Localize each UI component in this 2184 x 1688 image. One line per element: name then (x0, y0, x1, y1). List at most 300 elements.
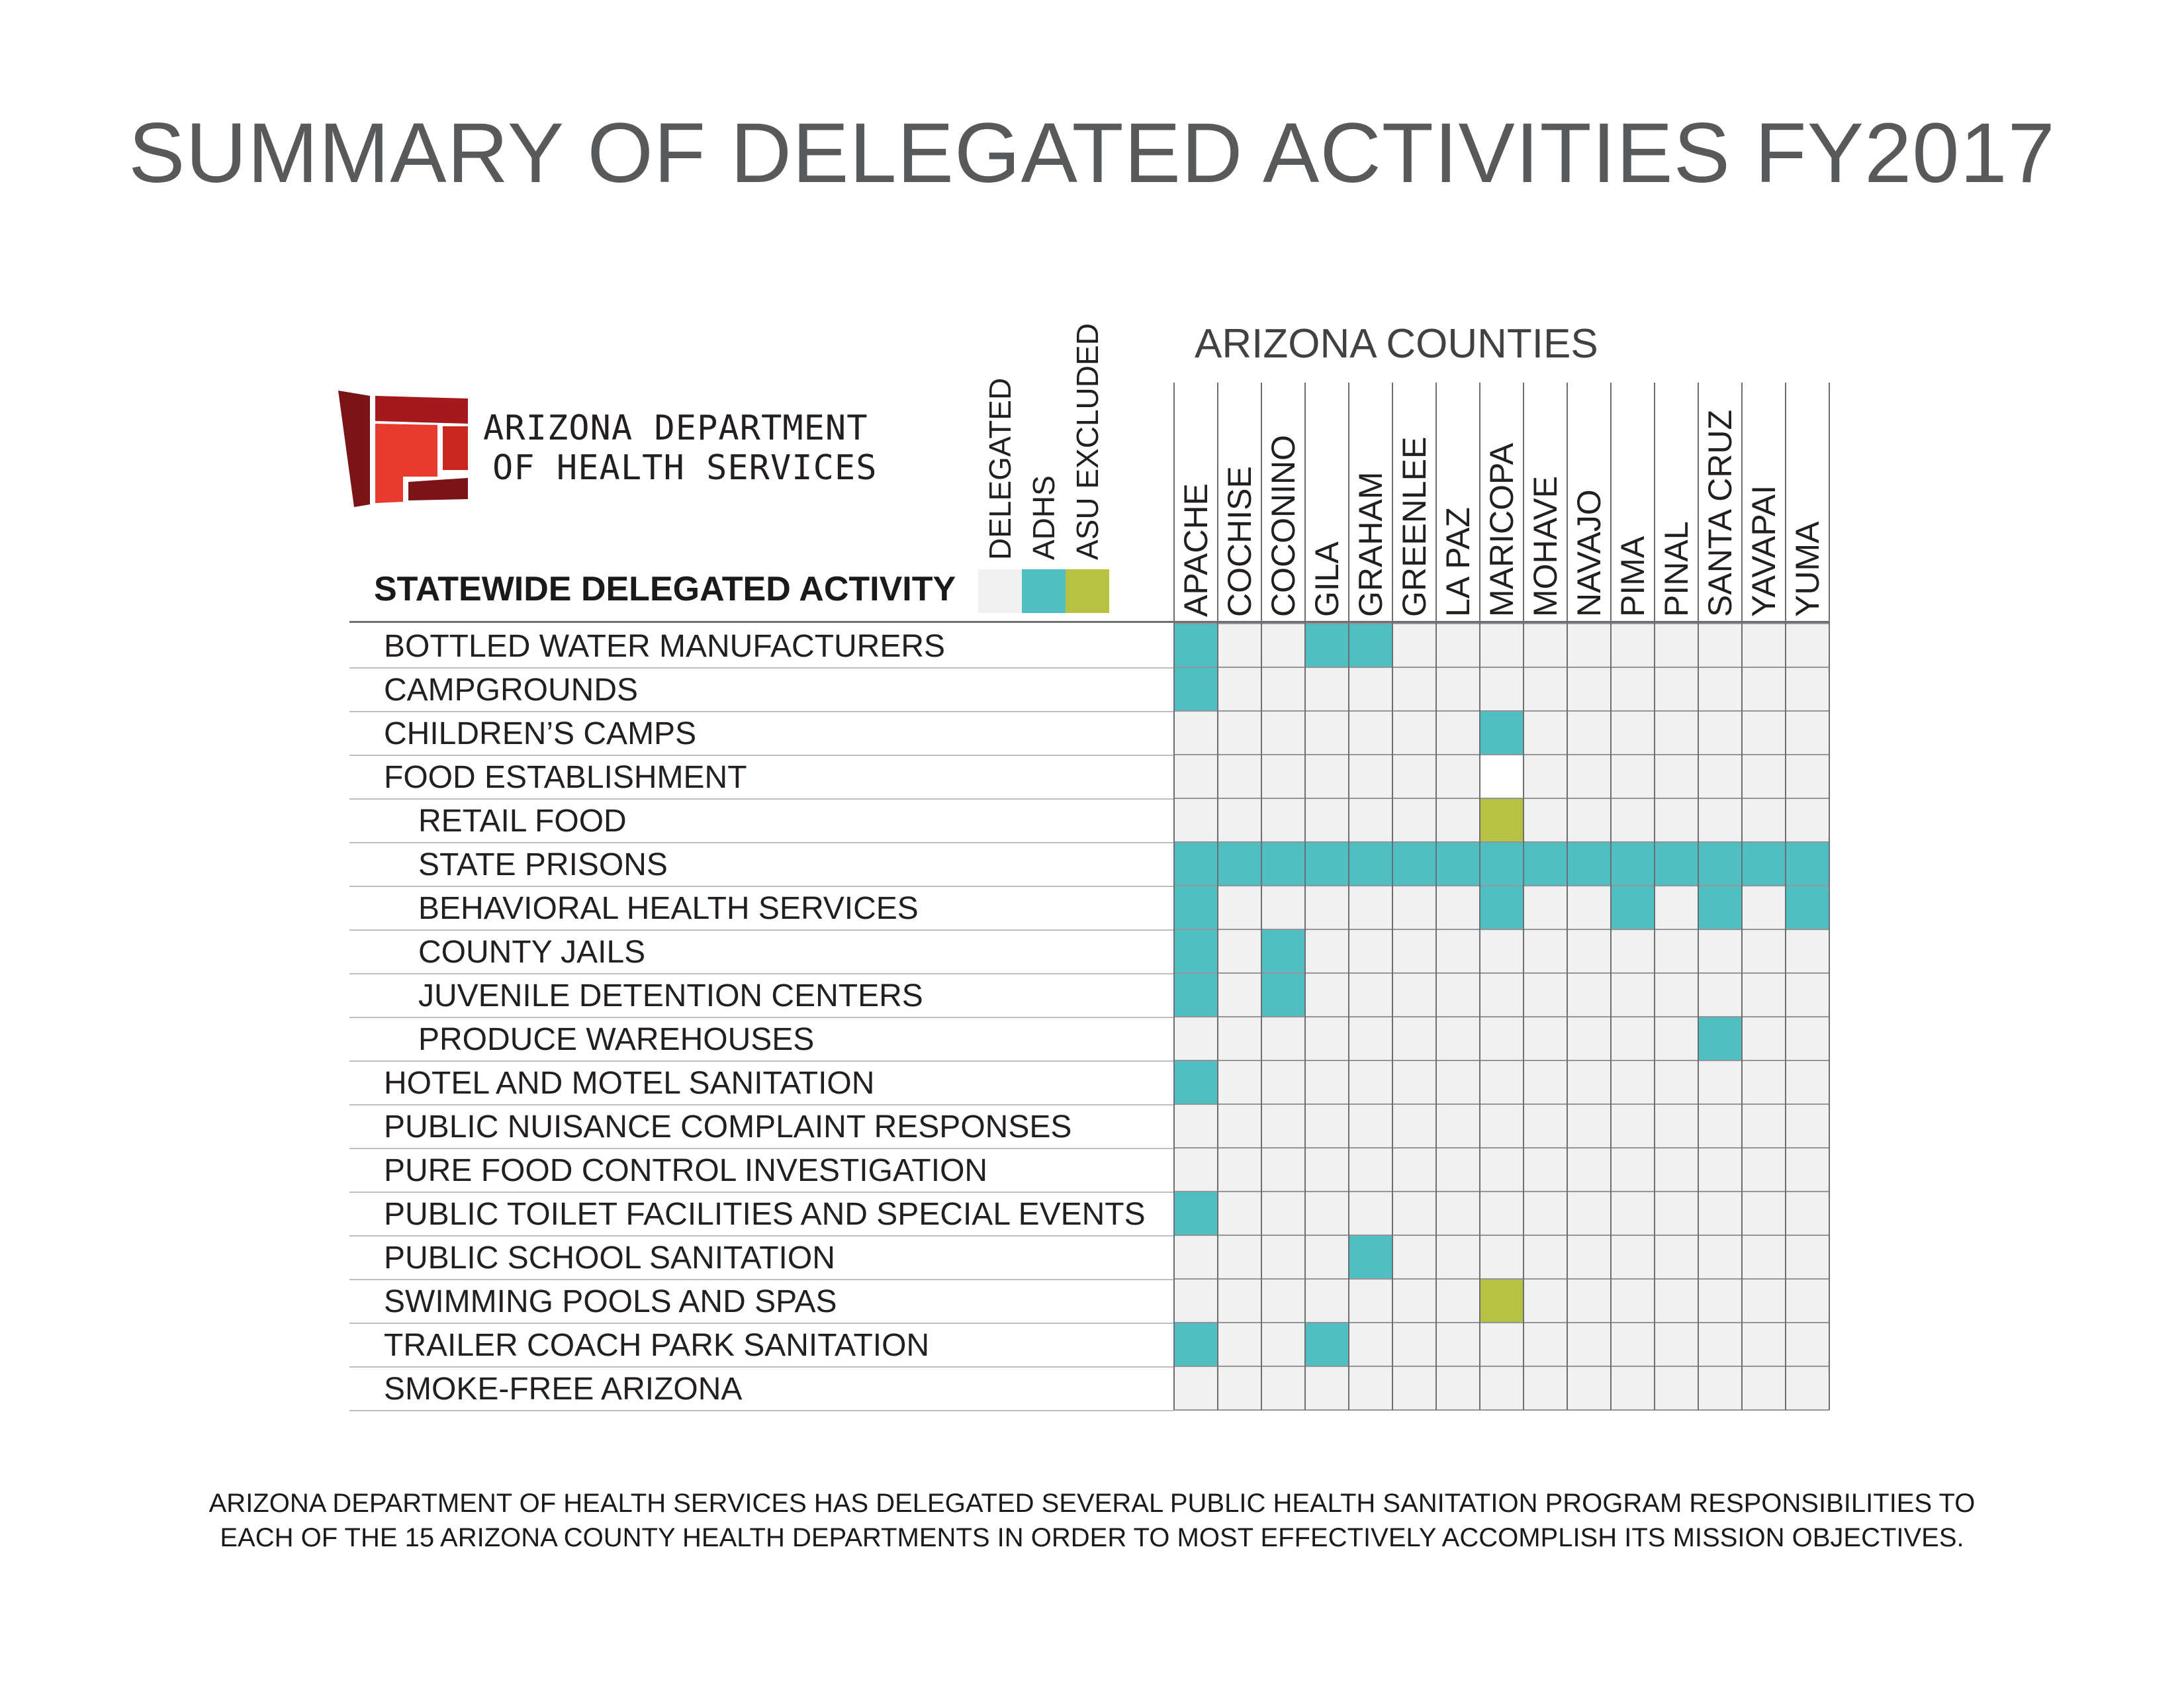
heatmap-cell (1349, 1279, 1392, 1323)
heatmap-cell (1218, 1017, 1261, 1060)
heatmap-cell (1655, 1060, 1698, 1104)
heatmap-cell (1611, 667, 1655, 711)
grid-hline (1174, 1147, 1829, 1149)
heatmap-cell (1349, 755, 1392, 798)
heatmap-cell (1611, 1279, 1655, 1323)
heatmap-cell (1218, 1323, 1261, 1366)
heatmap-cell (1436, 624, 1480, 667)
grid-vline (1261, 383, 1262, 1410)
heatmap-cell (1305, 886, 1349, 929)
heatmap-cell (1349, 1366, 1392, 1410)
grid-vline (1654, 383, 1655, 1410)
heatmap-cell (1567, 1192, 1611, 1235)
heatmap-cell (1655, 886, 1698, 929)
heatmap-cell (1218, 1366, 1261, 1410)
heatmap-cell (1392, 929, 1436, 973)
heatmap-cell (1655, 929, 1698, 973)
grid-hline (1174, 798, 1829, 799)
heatmap-cell (1261, 1060, 1305, 1104)
heatmap-cell (1261, 1366, 1305, 1410)
row-label: CHILDREN’S CAMPS (384, 716, 697, 751)
heatmap-cell (1305, 842, 1349, 886)
heatmap-cell (1218, 929, 1261, 973)
heatmap-cell (1786, 1148, 1829, 1192)
heatmap-cell (1349, 1192, 1392, 1235)
heatmap-cell (1436, 755, 1480, 798)
heatmap-cell (1524, 755, 1567, 798)
grid-vline (1479, 383, 1480, 1410)
heatmap-cell (1174, 1104, 1218, 1148)
heatmap-cell (1480, 1323, 1524, 1366)
grid-vline (1610, 383, 1612, 1410)
row-label: RETAIL FOOD (418, 804, 627, 839)
heatmap-cell (1698, 1017, 1742, 1060)
heatmap-cell (1567, 1279, 1611, 1323)
heatmap-cell (1218, 1060, 1261, 1104)
grid-vline (1392, 383, 1393, 1410)
heatmap-cell (1261, 624, 1305, 667)
heatmap-cell (1611, 886, 1655, 929)
heatmap-cell (1261, 842, 1305, 886)
grid-vline (1435, 383, 1437, 1410)
legend-swatch-asu-excluded (1066, 569, 1109, 613)
heatmap-cell (1305, 1235, 1349, 1279)
heatmap-cell (1392, 886, 1436, 929)
heatmap-cell (1218, 711, 1261, 755)
heatmap-cell (1786, 755, 1829, 798)
heatmap-cell (1655, 1235, 1698, 1279)
row-label: BEHAVIORAL HEALTH SERVICES (418, 891, 919, 926)
heatmap-cell (1174, 667, 1218, 711)
heatmap-cell (1218, 1235, 1261, 1279)
heatmap-cell (1392, 667, 1436, 711)
heatmap-cell (1742, 1148, 1786, 1192)
heatmap-cell (1786, 973, 1829, 1017)
heatmap-cell (1742, 842, 1786, 886)
heatmap-cell (1524, 1366, 1567, 1410)
heatmap-cell (1567, 1323, 1611, 1366)
heatmap-cell (1611, 973, 1655, 1017)
county-label-yuma: YUMA (1789, 521, 1826, 617)
row-label: SMOKE-FREE ARIZONA (384, 1372, 743, 1407)
heatmap-cell (1349, 711, 1392, 755)
heatmap-cell (1742, 1235, 1786, 1279)
heatmap-cell (1786, 1017, 1829, 1060)
heatmap-cell (1567, 929, 1611, 973)
grid-vline (1173, 383, 1175, 1410)
heatmap-cell (1655, 1366, 1698, 1410)
heatmap-cell (1174, 1235, 1218, 1279)
heatmap-cell (1698, 1279, 1742, 1323)
heatmap-cell (1567, 798, 1611, 842)
row-label: STATE PRISONS (418, 847, 668, 882)
heatmap-cell (1480, 1060, 1524, 1104)
heatmap-cell (1742, 667, 1786, 711)
heatmap-cell (1392, 973, 1436, 1017)
heatmap-cell (1392, 1017, 1436, 1060)
heatmap-cell (1305, 755, 1349, 798)
heatmap-cell (1655, 1104, 1698, 1148)
heatmap-cell (1480, 973, 1524, 1017)
heatmap-cell (1392, 1104, 1436, 1148)
grid-vline (1304, 383, 1306, 1410)
heatmap-cell (1392, 1279, 1436, 1323)
county-label-pinal: PINAL (1658, 521, 1695, 617)
heatmap-cell (1480, 1366, 1524, 1410)
heatmap-cell (1218, 667, 1261, 711)
heatmap-cell (1349, 667, 1392, 711)
heatmap-cell (1524, 1060, 1567, 1104)
heatmap-cell (1611, 1060, 1655, 1104)
row-label: JUVENILE DETENTION CENTERS (418, 978, 923, 1013)
heatmap-cell (1698, 798, 1742, 842)
heatmap-cell (1436, 1235, 1480, 1279)
heatmap-cell (1611, 1235, 1655, 1279)
heatmap-cell (1349, 973, 1392, 1017)
heatmap-cell (1261, 755, 1305, 798)
heatmap-cell (1786, 1235, 1829, 1279)
heatmap-cell (1742, 1323, 1786, 1366)
legend-label: ADHS (1026, 475, 1061, 560)
heatmap-cell (1742, 1279, 1786, 1323)
heatmap-cell (1392, 755, 1436, 798)
heatmap-cell (1742, 755, 1786, 798)
grid-hline (1174, 1235, 1829, 1236)
heatmap-cell (1305, 1323, 1349, 1366)
heatmap-cell (1305, 1017, 1349, 1060)
heatmap-cell (1436, 711, 1480, 755)
heatmap-cell (1261, 1323, 1305, 1366)
heatmap-cell (1655, 1192, 1698, 1235)
grid-vline (1829, 383, 1830, 1410)
heatmap-cell (1611, 929, 1655, 973)
legend-label: ASU EXCLUDED (1070, 323, 1105, 560)
heatmap-cell (1305, 1279, 1349, 1323)
heatmap-cell (1786, 667, 1829, 711)
footer-line1: ARIZONA DEPARTMENT OF HEALTH SERVICES HAS DELEGATED SEVERAL PUBLIC HEALTH SANITATION PROGRAM RESPONSIBILITIES TO (208, 1489, 1976, 1518)
heatmap-cell (1174, 1366, 1218, 1410)
heatmap-cell (1567, 1366, 1611, 1410)
grid-hline (1174, 667, 1829, 668)
counties-title: ARIZONA COUNTIES (1195, 321, 1598, 367)
heatmap-cell (1218, 973, 1261, 1017)
heatmap-cell (1392, 1323, 1436, 1366)
logo-block-top (375, 396, 468, 424)
heatmap-cell (1218, 624, 1261, 667)
heatmap-cell (1786, 798, 1829, 842)
heatmap-cell (1655, 711, 1698, 755)
row-label: HOTEL AND MOTEL SANITATION (384, 1066, 875, 1101)
heatmap-cell (1305, 1192, 1349, 1235)
heatmap-cell (1524, 929, 1567, 973)
footer-note (0, 1486, 2184, 1555)
heatmap-cell (1436, 1148, 1480, 1192)
heatmap-cell (1305, 798, 1349, 842)
adhs-logo (338, 391, 471, 510)
heatmap-cell (1392, 798, 1436, 842)
county-label-santa-cruz: SANTA CRUZ (1702, 410, 1739, 617)
heatmap-cell (1786, 1366, 1829, 1410)
heatmap-cell (1480, 842, 1524, 886)
heatmap-cell (1480, 1279, 1524, 1323)
row-label: CAMPGROUNDS (384, 673, 639, 708)
heatmap-cell (1524, 1104, 1567, 1148)
row-label: PRODUCE WAREHOUSES (418, 1022, 815, 1057)
heatmap-cell (1655, 842, 1698, 886)
heatmap-cell (1174, 1060, 1218, 1104)
heatmap-cell (1392, 1148, 1436, 1192)
grid-vline (1741, 383, 1743, 1410)
heatmap-cell (1524, 667, 1567, 711)
heatmap-cell (1218, 886, 1261, 929)
heatmap-cell (1567, 667, 1611, 711)
heatmap-cell (1349, 886, 1392, 929)
heatmap-cell (1611, 842, 1655, 886)
heatmap-cell (1524, 624, 1567, 667)
grid-hline (1174, 972, 1829, 974)
row-label: COUNTY JAILS (418, 935, 646, 970)
heatmap-cell (1174, 842, 1218, 886)
grid-hline (1174, 1103, 1829, 1105)
heatmap-cell (1174, 798, 1218, 842)
heatmap-cell (1698, 886, 1742, 929)
heatmap-cell (1611, 755, 1655, 798)
row-label: PUBLIC TOILET FACILITIES AND SPECIAL EVENTS (384, 1197, 1146, 1232)
heatmap-cell (1349, 842, 1392, 886)
page-title: SUMMARY OF DELEGATED ACTIVITIES FY2017 (128, 106, 2056, 201)
heatmap-cell (1611, 1017, 1655, 1060)
org-name-line2: OF HEALTH SERVICES (492, 448, 878, 488)
heatmap-cell (1655, 798, 1698, 842)
heatmap-cell (1261, 929, 1305, 973)
heatmap-cell (1786, 1279, 1829, 1323)
heatmap-cell (1480, 1192, 1524, 1235)
legend-label-wrap (1070, 323, 1153, 560)
heatmap-cell (1261, 667, 1305, 711)
heatmap-cell (1261, 1279, 1305, 1323)
row-label: SWIMMING POOLS AND SPAS (384, 1284, 837, 1319)
heatmap-cell (1174, 886, 1218, 929)
grid-vline (1567, 383, 1568, 1410)
heatmap-cell (1742, 1060, 1786, 1104)
grid-vline (1698, 383, 1699, 1410)
heatmap-cell (1436, 667, 1480, 711)
heatmap-cell (1218, 798, 1261, 842)
heatmap-cell (1349, 1323, 1392, 1366)
heatmap-cell (1349, 1017, 1392, 1060)
heatmap-cell (1174, 1017, 1218, 1060)
heatmap-cell (1305, 929, 1349, 973)
heatmap-cell (1567, 755, 1611, 798)
heatmap-cell (1524, 842, 1567, 886)
heatmap-cell (1261, 1148, 1305, 1192)
heatmap-cell (1742, 1366, 1786, 1410)
heatmap-cell (1698, 1192, 1742, 1235)
heatmap-cell (1786, 1104, 1829, 1148)
heatmap-cell (1698, 1366, 1742, 1410)
grid-vline (1785, 383, 1786, 1410)
grid-vline (1217, 383, 1218, 1410)
row-label: PURE FOOD CONTROL INVESTIGATION (384, 1153, 988, 1188)
heatmap-cell (1174, 1279, 1218, 1323)
heatmap-cell (1567, 1060, 1611, 1104)
grid-hline (1174, 929, 1829, 930)
heatmap-cell (1524, 1279, 1567, 1323)
heatmap-cell (1261, 886, 1305, 929)
heatmap-cell (1655, 1148, 1698, 1192)
heatmap-cell (1261, 711, 1305, 755)
heatmap-cell (1524, 973, 1567, 1017)
heatmap-cell (1567, 886, 1611, 929)
county-label-pima: PIMA (1614, 536, 1651, 617)
heatmap-cell (1349, 929, 1392, 973)
heatmap-cell (1436, 1192, 1480, 1235)
heatmap-cell (1742, 798, 1786, 842)
heatmap-cell (1524, 886, 1567, 929)
heatmap-cell (1742, 1192, 1786, 1235)
heatmap-cell (1611, 1104, 1655, 1148)
footer-line2: EACH OF THE 15 ARIZONA COUNTY HEALTH DEPARTMENTS IN ORDER TO MOST EFFECTIVELY ACCOMPLISH ITS MISSION OBJECTIVES. (220, 1523, 1964, 1552)
heatmap-cell (1174, 1192, 1218, 1235)
heatmap-cell (1305, 1104, 1349, 1148)
county-label-apache: APACHE (1177, 483, 1214, 617)
heatmap-cell (1524, 1323, 1567, 1366)
heatmap-cell (1786, 842, 1829, 886)
county-label-gila: GILA (1308, 541, 1345, 617)
county-label-yavapai: YAVAPAI (1745, 485, 1782, 617)
heatmap-cell (1742, 624, 1786, 667)
heatmap-cell (1392, 1235, 1436, 1279)
heatmap-cell (1174, 1148, 1218, 1192)
grid-hline (1174, 754, 1829, 755)
logo-bar-left (338, 391, 370, 507)
heatmap-cell (1349, 798, 1392, 842)
heatmap-cell (1436, 1323, 1480, 1366)
heatmap-cell (1567, 711, 1611, 755)
heatmap-cell (1261, 1104, 1305, 1148)
grid-hline (1174, 710, 1829, 712)
legend-swatch-delegated (978, 569, 1022, 613)
heatmap-cell (1698, 711, 1742, 755)
heatmap-cell (1742, 711, 1786, 755)
heatmap-cell (1567, 973, 1611, 1017)
heatmap-cell (1480, 798, 1524, 842)
logo-block-right (443, 426, 468, 470)
heatmap-cell (1786, 711, 1829, 755)
county-label-cochise: COCHISE (1221, 466, 1258, 617)
heatmap-cell (1392, 1060, 1436, 1104)
org-name-line1: ARIZONA DEPARTMENT (483, 408, 868, 448)
grid-vline (1523, 383, 1524, 1410)
heatmap-cell (1436, 1104, 1480, 1148)
heatmap-cell (1524, 1235, 1567, 1279)
heatmap-cell (1305, 1148, 1349, 1192)
heatmap-cell (1655, 1279, 1698, 1323)
heatmap-cell (1611, 1192, 1655, 1235)
heatmap-cell (1611, 624, 1655, 667)
row-label: PUBLIC NUISANCE COMPLAINT RESPONSES (384, 1109, 1072, 1145)
county-label-maricopa: MARICOPA (1483, 443, 1520, 617)
heatmap-cell (1392, 711, 1436, 755)
heatmap-cell (1174, 755, 1218, 798)
heatmap-cell (1655, 624, 1698, 667)
heatmap-cell (1567, 624, 1611, 667)
heatmap-cell (1436, 1366, 1480, 1410)
heatmap-cell (1698, 1323, 1742, 1366)
section-title: STATEWIDE DELEGATED ACTIVITY (374, 570, 956, 608)
heatmap-cell (1261, 1235, 1305, 1279)
county-label-coconino: COCONINO (1265, 435, 1302, 617)
heatmap-cell (1567, 1017, 1611, 1060)
heatmap-cell (1480, 1017, 1524, 1060)
heatmap-cell (1698, 842, 1742, 886)
heatmap-cell (1392, 1366, 1436, 1410)
county-label-wrap (1789, 521, 1873, 617)
heatmap-cell (1480, 667, 1524, 711)
heatmap-cell (1611, 1323, 1655, 1366)
heatmap-cell (1349, 1148, 1392, 1192)
heatmap-cell (1480, 1148, 1524, 1192)
heatmap-cell (1436, 1017, 1480, 1060)
heatmap-cell (1305, 624, 1349, 667)
heatmap-cell (1698, 667, 1742, 711)
heatmap-cell (1655, 667, 1698, 711)
heatmap-cell (1786, 929, 1829, 973)
grid-hline (1174, 1278, 1829, 1280)
heatmap-cell (1611, 798, 1655, 842)
county-label-greenlee: GREENLEE (1396, 436, 1433, 617)
heatmap-cell (1742, 886, 1786, 929)
grid-hline (1174, 885, 1829, 886)
heatmap-cell (1786, 1060, 1829, 1104)
heatmap-cell (1698, 929, 1742, 973)
heatmap-cell (1218, 1192, 1261, 1235)
heatmap-cell (1261, 973, 1305, 1017)
grid-hline (1174, 1016, 1829, 1017)
heatmap-cell (1305, 1366, 1349, 1410)
county-label-mohave: MOHAVE (1527, 476, 1564, 617)
heatmap-cell (1698, 1235, 1742, 1279)
county-label-navajo: NAVAJO (1570, 489, 1608, 617)
heatmap-cell (1742, 973, 1786, 1017)
row-label: TRAILER COACH PARK SANITATION (384, 1328, 930, 1363)
heatmap-cell (1305, 1060, 1349, 1104)
heatmap-cell (1567, 842, 1611, 886)
legend-label: DELEGATED (983, 377, 1017, 560)
grid-hline (1174, 841, 1829, 843)
heatmap-cell (1349, 624, 1392, 667)
heatmap-cell (1349, 1104, 1392, 1148)
heatmap-cell (1611, 1366, 1655, 1410)
heatmap-cell (1698, 755, 1742, 798)
heatmap-cell (1305, 711, 1349, 755)
heatmap-cell (1524, 1192, 1567, 1235)
heatmap-cell (1655, 1323, 1698, 1366)
heatmap-cell (1786, 1323, 1829, 1366)
heatmap-cell (1655, 973, 1698, 1017)
heatmap-cell (1436, 1060, 1480, 1104)
heatmap-cell (1786, 1192, 1829, 1235)
heatmap-cell (1611, 711, 1655, 755)
grid-hline (1174, 1060, 1829, 1061)
header-rule (349, 621, 1829, 623)
org-name (483, 408, 878, 488)
heatmap-cell (1261, 798, 1305, 842)
heatmap-cell (1567, 1235, 1611, 1279)
heatmap-cell (1305, 667, 1349, 711)
logo-block-bottom (408, 478, 468, 500)
heatmap-cell (1174, 624, 1218, 667)
